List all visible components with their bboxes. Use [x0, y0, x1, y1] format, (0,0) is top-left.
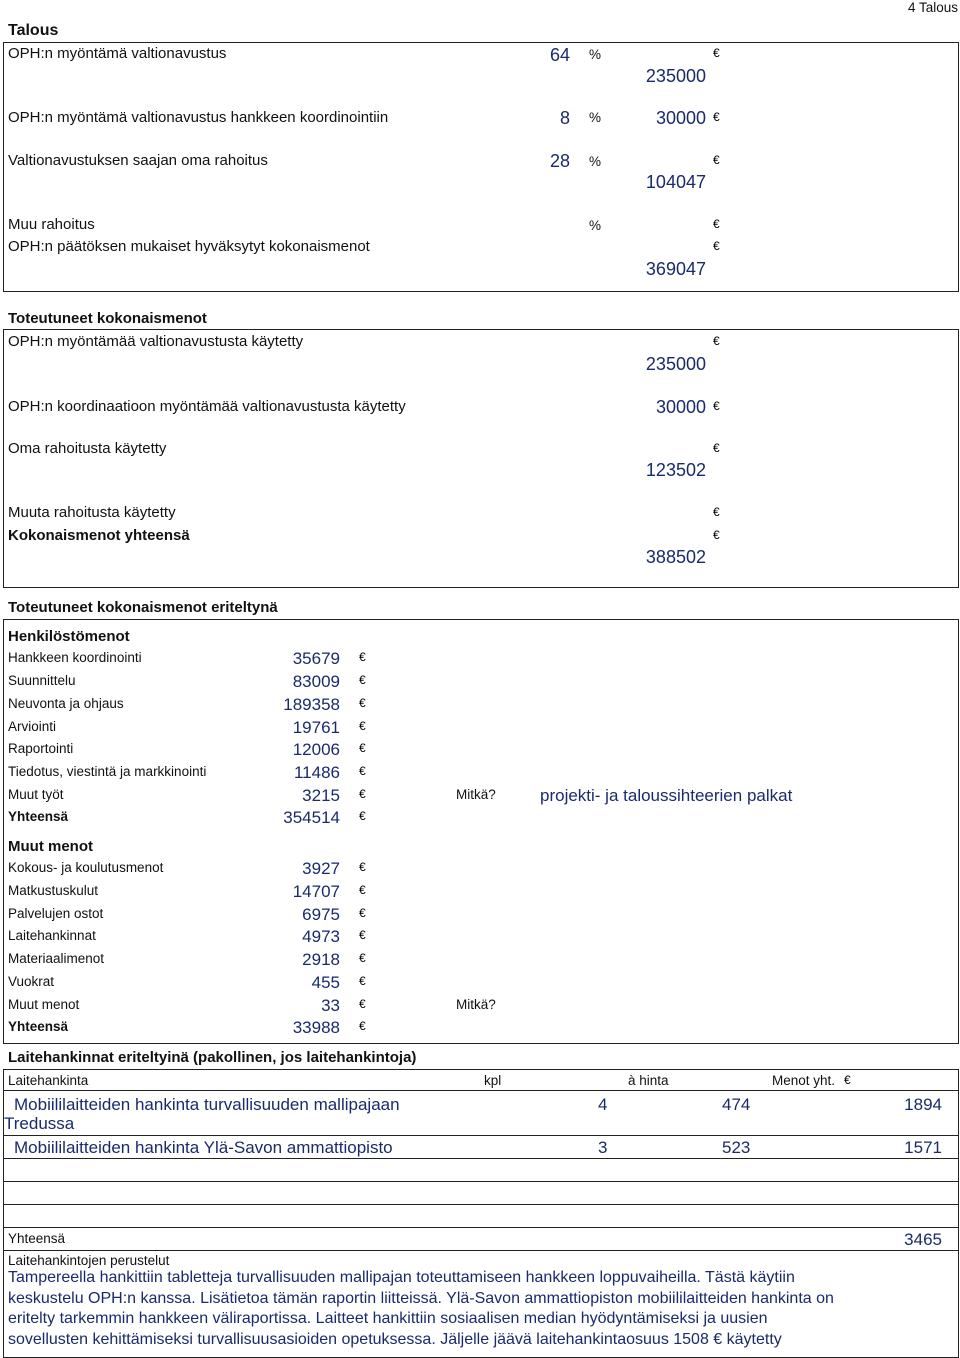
other-row-label: Muut menot — [8, 997, 80, 1012]
euro-sign: € — [713, 153, 720, 167]
funding-total-amount: 369047 — [645, 259, 706, 279]
section-title-realized: Toteutuneet kokonaismenot — [8, 310, 207, 327]
divider — [3, 1135, 959, 1136]
euro-sign: € — [359, 809, 366, 823]
divider — [3, 1181, 959, 1182]
equipment-header-qty: kpl — [484, 1073, 502, 1088]
other-row-amount: 14707 — [292, 882, 340, 901]
justification-line: eritelty tarkemmin hankkeen väliraportissa. Laitteet hankittiin sosiaalisen median hyödyntämiseksi ja uusien — [8, 1310, 768, 1327]
equipment-header-total: Menot yht. — [772, 1073, 836, 1088]
section-title-itemized: Toteutuneet kokonaismenot eriteltynä — [8, 599, 278, 616]
page-label: 4 Talous — [907, 0, 958, 15]
percent-sign: % — [589, 218, 602, 233]
divider — [3, 1227, 959, 1228]
equipment-row-unit-price: 474 — [722, 1095, 751, 1114]
equipment-justification-label: Laitehankintojen perustelut — [8, 1253, 170, 1268]
percent-sign: % — [589, 154, 602, 169]
personnel-row-amount: 12006 — [292, 740, 340, 759]
euro-sign: € — [713, 441, 720, 455]
funding-row-label: Valtionavustuksen saajan oma rahoitus — [8, 152, 268, 169]
euro-sign: € — [713, 217, 720, 231]
personnel-row-label: Hankkeen koordinointi — [8, 650, 142, 665]
other-row-label: Matkustuskulut — [8, 883, 99, 898]
section-title-equipment: Laitehankinnat eriteltyinä (pakollinen, jos laitehankintoja) — [8, 1049, 417, 1066]
euro-sign: € — [359, 696, 366, 710]
personnel-title: Henkilöstömenot — [8, 628, 130, 645]
personnel-row-label: Tiedotus, viestintä ja markkinointi — [8, 764, 207, 779]
other-total-amount: 33988 — [292, 1018, 340, 1037]
equipment-row-unit-price: 523 — [722, 1138, 751, 1157]
personnel-row-amount: 19761 — [292, 718, 340, 737]
euro-sign: € — [359, 650, 366, 664]
realized-row-label: Muuta rahoitusta käytetty — [8, 504, 176, 521]
other-row-label: Kokous- ja koulutusmenot — [8, 860, 164, 875]
euro-sign: € — [359, 764, 366, 778]
other-row-amount: 4973 — [302, 927, 340, 946]
realized-row-label: OPH:n koordinaatioon myöntämää valtionavustusta käytetty — [8, 398, 406, 415]
justification-line: Tampereella hankittiin tabletteja turvallisuuden mallipajan toteuttamiseen hankkeen loppuvaiheilla. Tästä käytiin — [8, 1269, 795, 1286]
equipment-row-item: Mobiililaitteiden hankinta Ylä-Savon ammattiopisto — [14, 1138, 393, 1157]
personnel-row-label: Suunnittelu — [8, 673, 76, 688]
personnel-row-label: Muut työt — [8, 787, 64, 802]
personnel-row-amount: 189358 — [283, 695, 340, 714]
personnel-row-label: Raportointi — [8, 741, 74, 756]
personnel-total-amount: 354514 — [283, 808, 340, 827]
equipment-row-total: 1571 — [904, 1138, 942, 1157]
personnel-row-amount: 83009 — [292, 672, 340, 691]
euro-sign: € — [713, 528, 720, 542]
equipment-total-value: 3465 — [904, 1230, 942, 1249]
equipment-header-item: Laitehankinta — [8, 1073, 89, 1088]
euro-sign: € — [359, 719, 366, 733]
other-row-amount: 3927 — [302, 859, 340, 878]
euro-sign: € — [844, 1073, 851, 1087]
equipment-row-item-cont: Tredussa — [4, 1114, 75, 1133]
funding-row-percent: 28 — [549, 151, 570, 171]
euro-sign: € — [713, 505, 720, 519]
equipment-row-qty: 4 — [598, 1095, 608, 1114]
other-row-label: Materiaalimenot — [8, 951, 105, 966]
personnel-total-label: Yhteensä — [8, 809, 69, 824]
other-row-amount: 33 — [321, 996, 340, 1015]
realized-row-label: Oma rahoitusta käytetty — [8, 440, 167, 457]
euro-sign: € — [359, 906, 366, 920]
realized-total-amount: 388502 — [645, 547, 706, 567]
justification-line: sovellusten kehittämiseksi turvallisuusasioiden opetuksessa. Jäljelle jäävä laitehankintaosuus 1508 € käytetty — [8, 1331, 782, 1348]
realized-row-label: OPH:n myöntämää valtionavustusta käytetty — [8, 333, 304, 350]
equipment-row-qty: 3 — [598, 1138, 608, 1157]
personnel-row-amount: 3215 — [302, 786, 340, 805]
equipment-row-total: 1894 — [904, 1095, 942, 1114]
personnel-row-amount: 11486 — [293, 763, 340, 782]
funding-row-percent: 8 — [559, 108, 570, 128]
section-title-talous: Talous — [8, 22, 59, 39]
percent-sign: % — [589, 47, 602, 62]
euro-sign: € — [359, 997, 366, 1011]
percent-sign: % — [589, 110, 602, 125]
justification-line: keskustelu OPH:n kanssa. Lisätietoa tämän raportin liitteissä. Ylä-Savon ammattiopiston mobiililaitteiden hankinta on — [8, 1290, 834, 1307]
euro-sign: € — [713, 110, 720, 124]
personnel-what-label: Mitkä? — [456, 787, 496, 802]
euro-sign: € — [713, 399, 720, 413]
euro-sign: € — [359, 741, 366, 755]
personnel-what-value: projekti- ja taloussihteerien palkat — [540, 786, 793, 805]
other-row-label: Vuokrat — [8, 974, 55, 989]
other-row-amount: 2918 — [302, 950, 340, 969]
other-what-label: Mitkä? — [456, 997, 496, 1012]
personnel-row-amount: 35679 — [292, 649, 340, 668]
funding-row-label: Muu rahoitus — [8, 216, 95, 233]
funding-row-percent: 64 — [549, 45, 570, 65]
divider — [3, 1204, 959, 1205]
personnel-row-label: Arviointi — [8, 719, 57, 734]
euro-sign: € — [713, 334, 720, 348]
divider — [3, 1158, 959, 1159]
funding-row-label: OPH:n myöntämä valtionavustus — [8, 45, 227, 62]
euro-sign: € — [359, 673, 366, 687]
realized-row-amount: 123502 — [645, 460, 706, 480]
funding-total-label: OPH:n päätöksen mukaiset hyväksytyt kokonaismenot — [8, 238, 370, 255]
other-row-amount: 6975 — [302, 905, 340, 924]
euro-sign: € — [713, 239, 720, 253]
personnel-row-label: Neuvonta ja ohjaus — [8, 696, 124, 711]
other-row-amount: 455 — [311, 973, 340, 992]
euro-sign: € — [713, 46, 720, 60]
realized-row-amount: 30000 — [655, 397, 706, 417]
other-title: Muut menot — [8, 838, 93, 855]
funding-row-amount: 104047 — [645, 172, 706, 192]
euro-sign: € — [359, 883, 366, 897]
divider — [3, 1250, 959, 1251]
realized-row-amount: 235000 — [645, 354, 706, 374]
realized-total-label: Kokonaismenot yhteensä — [8, 527, 190, 544]
equipment-header-unit-price: à hinta — [628, 1073, 669, 1088]
funding-row-label: OPH:n myöntämä valtionavustus hankkeen koordinointiin — [8, 109, 389, 126]
funding-row-amount: 30000 — [655, 108, 706, 128]
divider — [3, 1090, 959, 1091]
equipment-total-label: Yhteensä — [8, 1231, 66, 1246]
funding-row-amount: 235000 — [645, 66, 706, 86]
realized-box — [3, 329, 959, 588]
other-row-label: Laitehankinnat — [8, 928, 96, 943]
euro-sign: € — [359, 860, 366, 874]
euro-sign: € — [359, 974, 366, 988]
euro-sign: € — [359, 928, 366, 942]
other-row-label: Palvelujen ostot — [8, 906, 104, 921]
euro-sign: € — [359, 951, 366, 965]
itemized-box — [3, 619, 959, 1044]
euro-sign: € — [359, 1019, 366, 1033]
equipment-row-item: Mobiililaitteiden hankinta turvallisuuden mallipajaan — [14, 1095, 400, 1114]
other-total-label: Yhteensä — [8, 1019, 69, 1034]
euro-sign: € — [359, 787, 366, 801]
